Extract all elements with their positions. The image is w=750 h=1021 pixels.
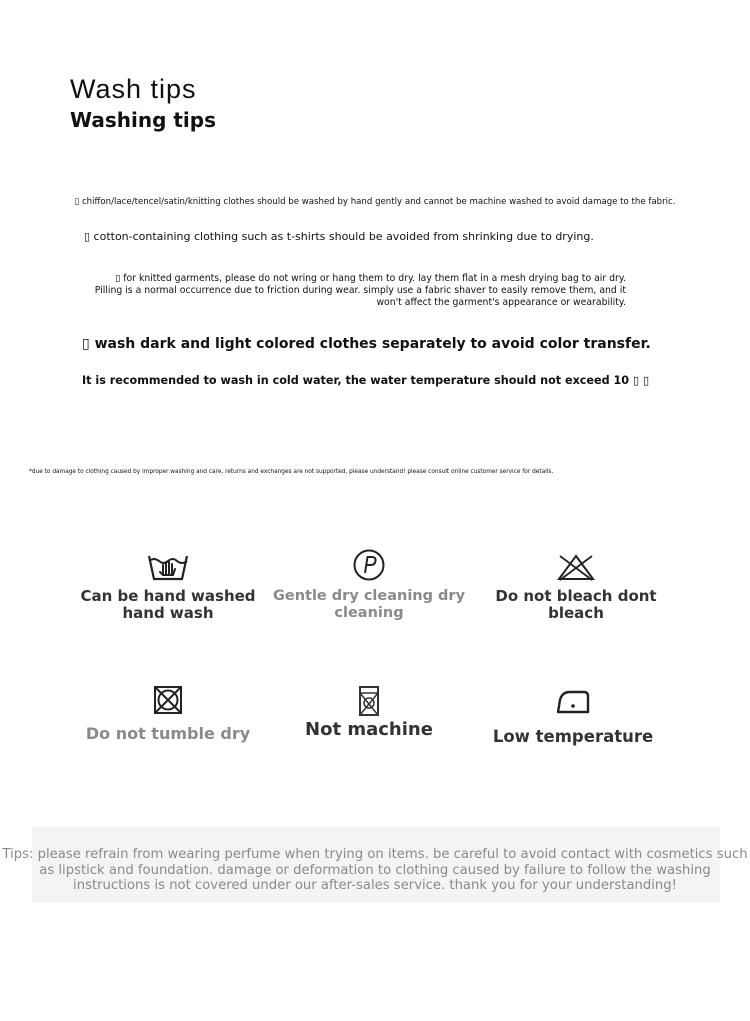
hand-wash-icon [146, 550, 190, 582]
tip-cold-water: It is recommended to wash in cold water, the water temperature should not exceed 10 ▯ ▯ [82, 374, 650, 387]
no-machine-icon [357, 685, 381, 717]
label-not-machine: Not machine [305, 719, 433, 740]
care-not-machine [269, 685, 469, 738]
title-wash-tips: Wash tips [70, 74, 197, 104]
care-no-bleach [476, 552, 676, 622]
care-no-tumble-dry [68, 685, 268, 742]
label-no-bleach: Do not bleach dont bleach [495, 587, 657, 622]
tip-cotton-shrinking: ▯ cotton-containing clothing such as t-shirts should be avoided from shrinking due to drying. [84, 230, 594, 243]
label-dry-clean: Gentle dry cleaning dry cleaning [272, 588, 466, 621]
care-hand-wash [68, 550, 268, 622]
tip-knitted-garments: ▯ for knitted garments, please do not wring or hang them to dry. lay them flat in a mesh drying bag to air dry. Pilling is a normal occurrence due to friction during wear. simply use a fabric shaver to easily remove them, and it won't affect the garment's appearance or wearability. [94, 273, 626, 308]
tip-delicate-fabrics: ▯ chiffon/lace/tencel/satin/knitting clothes should be washed by hand gently and cannot be machine washed to avoid damage to the fabric. [74, 197, 676, 207]
no-bleach-icon [556, 552, 596, 582]
low-iron-icon [554, 688, 592, 716]
label-low-temperature: Low temperature [492, 727, 654, 746]
notice-text: Tips: please refrain from wearing perfume when trying on items. be careful to avoid contact with cosmetics such as lipstick and foundation. damage or deformation to clothing caused by failure to follow the washing instructions is not covered under our after-sales service. thank you for your understanding! [2, 847, 748, 893]
tip-separate-colors: ▯ wash dark and light colored clothes separately to avoid color transfer. [82, 336, 651, 352]
care-low-temperature [473, 688, 673, 745]
dry-clean-p-icon [352, 548, 386, 582]
care-dry-clean [269, 548, 469, 622]
label-no-tumble-dry: Do not tumble dry [85, 724, 251, 743]
disclaimer-text: *due to damage to clothing caused by improper washing and care, returns and exchanges are not supported, please understand! please consult online customer service for details. [29, 469, 554, 475]
title-washing-tips: Washing tips [70, 108, 216, 132]
label-hand-wash: Can be hand washed hand wash [80, 587, 256, 622]
no-tumble-dry-icon [153, 685, 183, 715]
